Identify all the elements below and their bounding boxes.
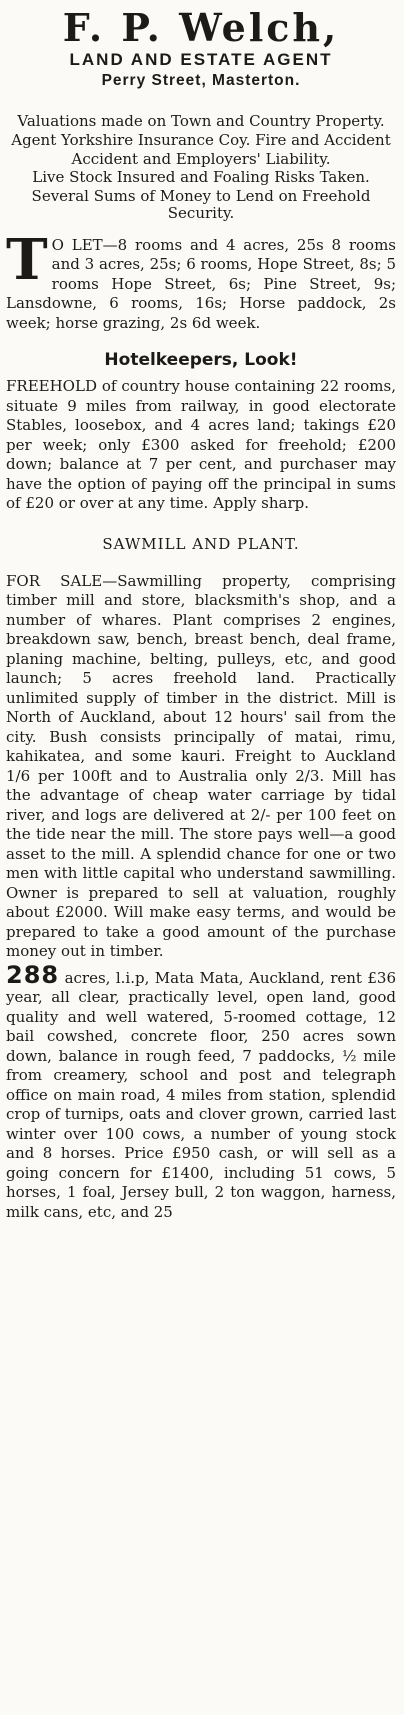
lot-288-description: acres, l.i.p, Mata Mata, Auckland, rent £36 year, all clear, practically level, open land, good quality and well watered, 5-roomed cottage, 12 bail cowshed, concrete floor, 250 acres sown down, balance in rough feed, 7 paddocks, ½ mile from creamery, school and post and telegraph office on main road, 4 miles from station, splendid crop of turnips, oats and clover grown, carried last winter over 100 cows, a number of young stock and 8 horses. Price £950 cash, or will sell as a going concern for £1400, including 51 cows, 5 horses, 1 foal, Jersey bull, 2 ton waggon, harness, milk cans, etc, and 25 [6,968,396,1221]
lot-number: 288 [6,960,60,989]
service-item: Accident and Employers' Liability. [71,149,331,168]
hotelkeepers-text: FREEHOLD of country house containing 22 rooms, situate 9 miles from railway, in good electorate Stables, loosebox, and 4 acres land; takings £20 per week; only £300 asked for freehold; £200 down; balance at 7 per cent, and purchaser may have the option of paying off the principal in sums of £20 or over at any time. Apply sharp. [6,377,396,513]
services-list [6,113,396,222]
service-item: Live Stock Insured and Foaling Risks Taken. [32,168,370,187]
sawmill-heading: SAWMILL AND PLANT. [102,534,300,553]
to-let-text: O LET—8 rooms and 4 acres, 25s 8 rooms and 3 acres, 25s; 6 rooms, Hope Street, 8s; 5 rooms Hope Street, 6s; Pine Street, 9s; Lansdowne, 6 rooms, 16s; Horse paddock, 2s week; horse grazing, 2s 6d week. [6,235,396,332]
lot-288-text [6,960,396,1223]
to-let-section [6,226,396,334]
drop-cap: T [6,226,48,293]
service-item: Valuations made on Town and Country Property. [17,112,385,130]
masthead [6,6,396,91]
agent-role: LAND AND ESTATE AGENT [69,50,333,69]
service-item: Agent Yorkshire Insurance Coy. Fire and Accident [11,130,391,149]
hotelkeepers-heading: Hotelkeepers, Look! [104,350,298,371]
agent-name: F. P. Welch, [62,5,340,50]
agent-address: Perry Street, Masterton. [101,72,301,89]
service-item: Several Sums of Money to Lend on Freehold Security. [31,187,371,222]
sawmill-text: FOR SALE—Sawmilling property, comprising timber mill and store, blacksmith's shop, and a number of whares. Plant comprises 2 engines, breakdown saw, bench, breast bench, deal frame, planing machine, belting, pulleys, etc, and good launch; 5 acres freehold land. Practically unlimited supply of timber in the district. Mill is North of Auckland, about 12 hours' sail from the city. Bush consists principally of matai, rimu, kahikatea, and some kauri. Freight to Auckland 1/6 per 100ft and to Australia only 2/3. Mill has the advantage of cheap water carriage by tidal river, and logs are delivered at 2/- per 100 feet on the tide near the mill. The store pays well—a good asset to the mill. A splendid chance for one or two men with little capital who understand sawmilling. Owner is prepared to sell at valuation, roughly about £2000. Will make easy terms, and would be prepared to take a good amount of the purchase money out in timber. [6,571,396,961]
